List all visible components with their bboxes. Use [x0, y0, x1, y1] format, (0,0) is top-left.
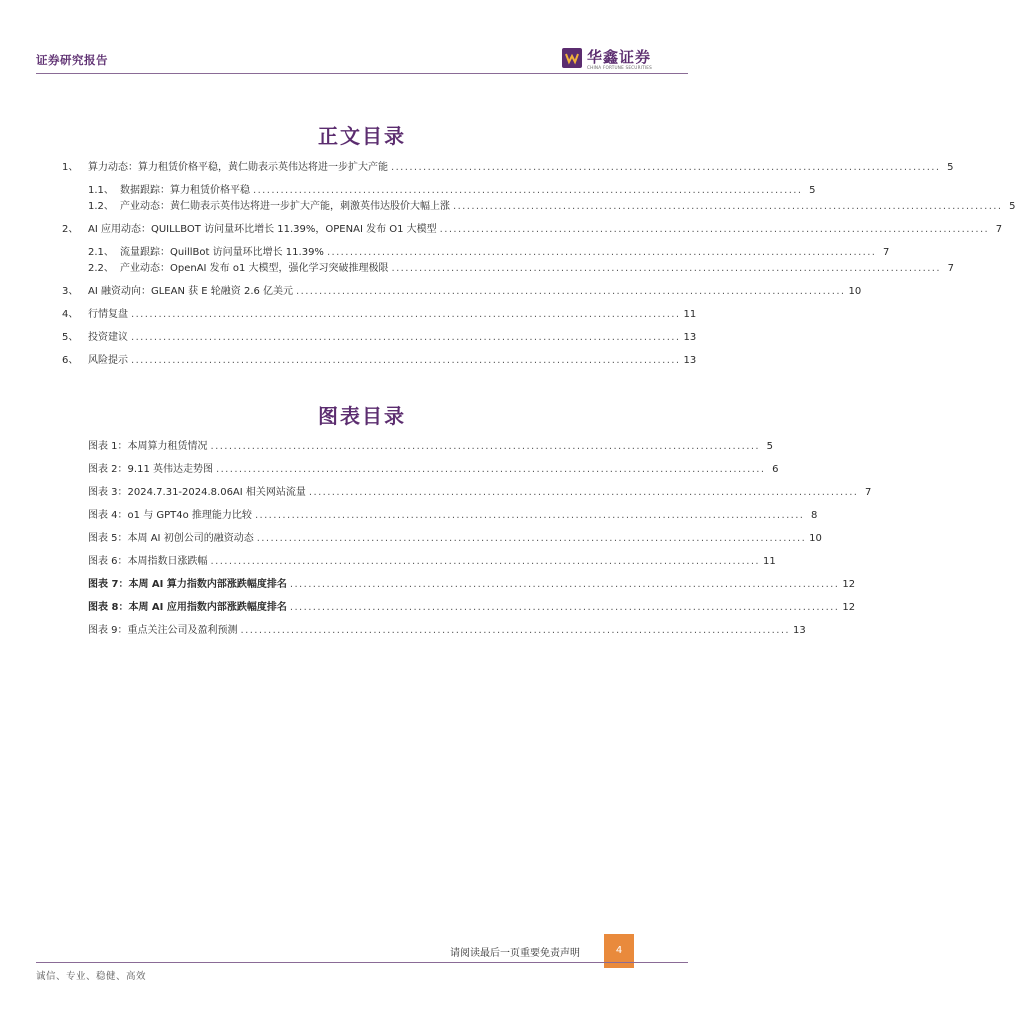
figure-entry-text: 图表 2：9.11 英伟达走势图: [88, 464, 213, 475]
toc-entry-page: 13: [683, 332, 697, 343]
figure-entry-page: 12: [842, 602, 856, 613]
toc-entry[interactable]: [62, 308, 697, 322]
toc-leader-dots: ........................................................................................................................: [439, 224, 990, 235]
toc-leader-dots: ........................................................................................................................: [131, 332, 681, 343]
header-divider: [36, 73, 688, 74]
figure-entry-text: 图表 1：本周算力租赁情况: [88, 441, 208, 452]
toc-leader-dots: ........................................................................................................................: [254, 510, 805, 521]
toc-entry-number: 2.1、: [88, 247, 114, 258]
toc-entry-page: 7: [995, 224, 1003, 235]
toc-entry-page: 5: [1009, 201, 1015, 212]
toc-entry-number: 6、: [62, 355, 79, 366]
figure-entry-text: 图表 6：本周指数日涨跌幅: [88, 556, 208, 567]
toc-entry-text: AI 应用动态：QUILLBOT 访问量环比增长 11.39%，OPENAI 发布 O1 大模型: [88, 224, 437, 235]
toc-entry-number: 1.1、: [88, 185, 114, 196]
toc-entry-page: 13: [683, 355, 697, 366]
toc-entry[interactable]: [62, 223, 1003, 237]
page-number: 4: [604, 934, 634, 968]
toc-entry[interactable]: [62, 161, 954, 175]
toc-leader-dots: ........................................................................................................................: [289, 579, 840, 590]
figure-entry-page: 13: [793, 625, 806, 636]
toc-entry[interactable]: [88, 184, 816, 198]
figure-entry-text: 图表 7：本周 AI 算力指数内部涨跌幅度排名: [88, 579, 287, 590]
toc-entry-page: 10: [848, 286, 862, 297]
figure-entry-page: 7: [864, 487, 872, 498]
toc-entry-number: 3、: [62, 286, 79, 297]
toc-entry-number: 1、: [62, 162, 79, 173]
figure-entry[interactable]: [88, 601, 856, 615]
figures-title: 图表目录: [318, 404, 406, 428]
toc-leader-dots: ........................................................................................................................: [308, 487, 859, 498]
toc-entry-page: 5: [809, 185, 816, 196]
toc-leader-dots: ........................................................................................................................: [210, 556, 760, 567]
toc-leader-dots: ........................................................................................................................: [391, 263, 941, 274]
toc-entry-text: 行情复盘: [88, 309, 128, 320]
toc-entry-page: 5: [947, 162, 954, 173]
figure-entry[interactable]: [88, 578, 856, 592]
report-type-label: 证券研究报告: [36, 53, 108, 67]
toc-entry[interactable]: [88, 262, 954, 276]
disclaimer-note: [450, 941, 600, 963]
figure-entry[interactable]: [88, 463, 779, 477]
toc-entry[interactable]: [88, 246, 890, 260]
toc-entry-text: 产业动态：黄仁勋表示英伟达将进一步扩大产能，刺激英伟达股价大幅上涨: [120, 201, 450, 212]
footer-slogan: 诚信、专业、稳健、高效: [36, 971, 147, 982]
toc-entry-text: 数据跟踪：算力租赁价格平稳: [120, 185, 250, 196]
toc-entry-text: 流量跟踪：QuillBot 访问量环比增长 11.39%: [120, 247, 324, 258]
logo-chinese-name: 华鑫证券: [587, 48, 652, 66]
figure-entry-page: 5: [766, 441, 773, 452]
figure-entry-page: 8: [811, 510, 818, 521]
figure-entry[interactable]: [88, 440, 773, 454]
toc-entry-text: 风险提示: [88, 355, 128, 366]
figure-entry-text: 图表 9：重点关注公司及盈利预测: [88, 625, 238, 636]
toc-leader-dots: ........................................................................................................................: [391, 162, 941, 173]
toc-entry-number: 4、: [62, 309, 79, 320]
figure-entry-page: 6: [772, 464, 779, 475]
figure-entry-page: 10: [809, 533, 822, 544]
toc-leader-dots: ........................................................................................................................: [131, 355, 681, 366]
toc-entry-number: 2、: [62, 224, 79, 235]
toc-title: 正文目录: [318, 124, 406, 148]
figure-entry[interactable]: [88, 624, 806, 638]
toc-entry-page: 11: [683, 309, 697, 320]
toc-leader-dots: ........................................................................................................................: [296, 286, 846, 297]
company-logo: [562, 46, 658, 72]
toc-leader-dots: ........................................................................................................................: [253, 185, 803, 196]
toc-entry-number: 2.2、: [88, 263, 114, 274]
toc-leader-dots: ........................................................................................................................: [326, 247, 877, 258]
figure-entry[interactable]: [88, 509, 818, 523]
footer-divider: [36, 962, 688, 963]
toc-entry[interactable]: [62, 331, 697, 345]
toc-leader-dots: ........................................................................................................................: [210, 441, 760, 452]
toc-entry[interactable]: [62, 354, 697, 368]
toc-leader-dots: ........................................................................................................................: [256, 533, 807, 544]
figure-entry-text: 图表 5：本周 AI 初创公司的融资动态: [88, 533, 254, 544]
toc-entry-text: 产业动态：OpenAI 发布 o1 大模型，强化学习突破推理极限: [120, 263, 389, 274]
figure-entry-text: 图表 4：o1 与 GPT4o 推理能力比较: [88, 510, 252, 521]
toc-entry-text: 算力动态：算力租赁价格平稳，黄仁勋表示英伟达将进一步扩大产能: [88, 162, 388, 173]
figure-entry[interactable]: [88, 532, 822, 546]
figure-entry-text: 图表 3：2024.7.31-2024.8.06AI 相关网站流量: [88, 487, 306, 498]
toc-entry-text: AI 融资动向：GLEAN 获 E 轮融资 2.6 亿美元: [88, 286, 294, 297]
toc-leader-dots: ........................................................................................................................: [131, 309, 681, 320]
toc-entry[interactable]: [62, 285, 862, 299]
toc-entry-page: 7: [947, 263, 954, 274]
figure-entry-page: 11: [763, 556, 776, 567]
toc-entry[interactable]: [88, 200, 1015, 214]
figure-entry-page: 12: [842, 579, 856, 590]
figure-entry-text: 图表 8：本周 AI 应用指数内部涨跌幅度排名: [88, 602, 287, 613]
toc-entry-number: 5、: [62, 332, 79, 343]
toc-entry-number: 1.2、: [88, 201, 114, 212]
toc-leader-dots: ........................................................................................................................: [216, 464, 766, 475]
toc-leader-dots: ........................................................................................................................: [289, 602, 840, 613]
company-logo-icon: [562, 48, 582, 68]
figure-entry[interactable]: [88, 555, 776, 569]
toc-entry-page: 7: [883, 247, 890, 258]
toc-entry-text: 投资建议: [88, 332, 128, 343]
logo-english-name: CHINA FORTUNE SECURITIES: [587, 65, 653, 70]
disclaimer-text: 请阅读最后一页重要免责声明: [450, 948, 580, 959]
figure-entry[interactable]: [88, 486, 872, 500]
toc-leader-dots: ........................................................................................................................: [240, 625, 790, 636]
toc-leader-dots: ........................................................................................................................: [453, 201, 1003, 212]
